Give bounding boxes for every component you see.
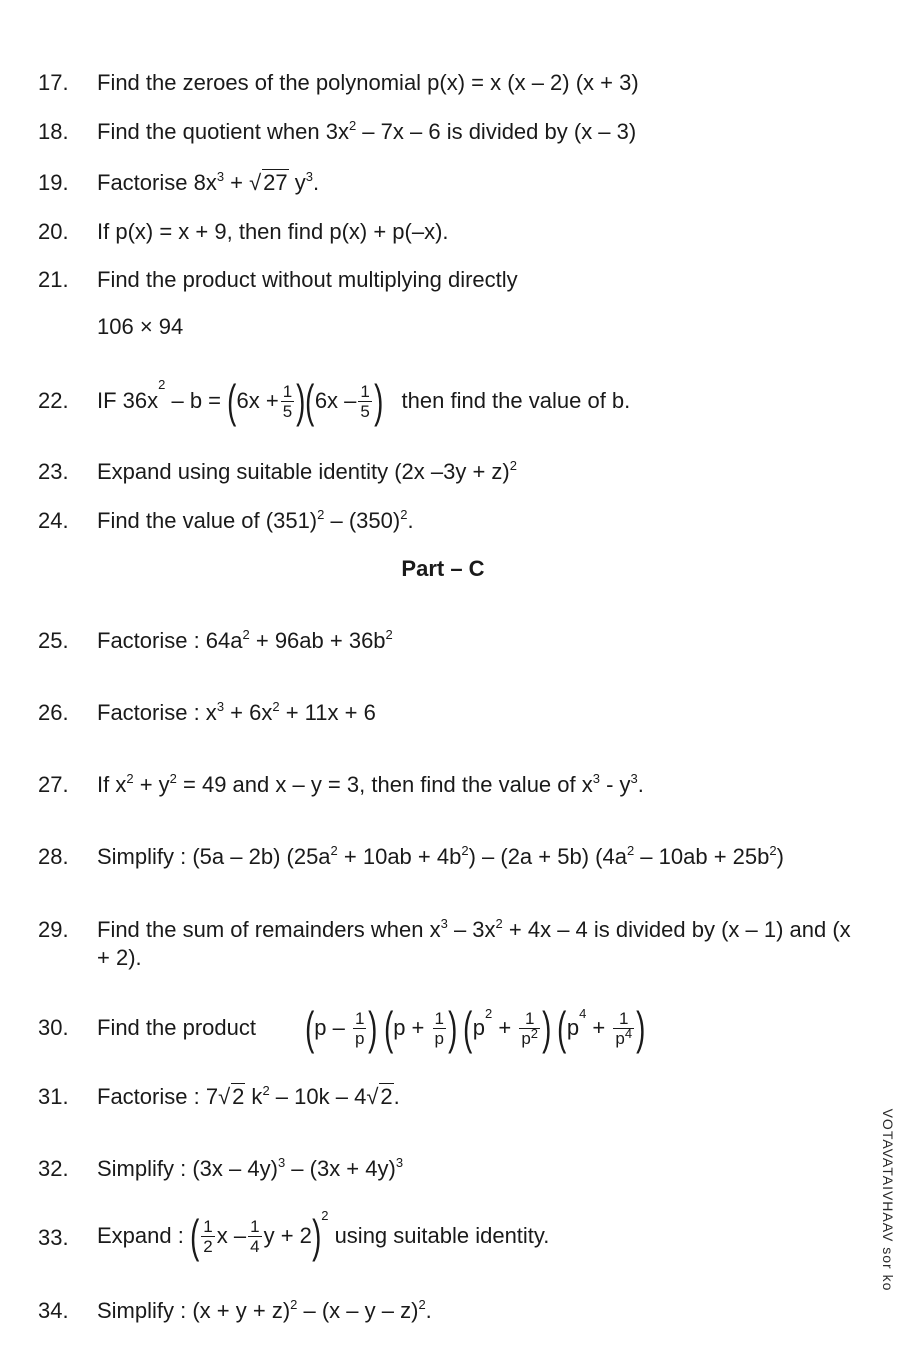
- question-text: If $x^2 + y^2 = 49$ and x – y = 3, then find the value of $x^3 - y^3$.: [97, 771, 644, 797]
- question-number: 27.: [38, 772, 69, 797]
- question-number: 33.: [38, 1225, 69, 1250]
- question-number: 21.: [38, 267, 69, 292]
- side-stamp: [868, 1110, 908, 1290]
- question-text: Find the product (p – $\frac{1}{p}$ ) (p + $\frac{1}{p}$ ) ($p^2$ + $\frac{1}{p^2}$ ) ($p^4$ + $\frac{1}{p^4}$ ): [97, 1002, 646, 1054]
- question-number: 24.: [38, 508, 69, 533]
- question-number: 22.: [38, 388, 69, 413]
- question-number: 20.: [38, 219, 69, 244]
- square-root: √ 2: [366, 1084, 393, 1109]
- question-text: Factorise : 7 √ 2 $k^2 - 10k - 4$ √ 2.: [97, 1083, 400, 1109]
- question-text: Find the sum of remainders when $x^3 - 3x^2 + 4x - 4$ is divided by (x – 1) and (x + 2).: [97, 916, 851, 970]
- question-text: Find the quotient when $3x^2 - 7x - 6$ is divided by (x – 3): [97, 118, 637, 144]
- question-number: 25.: [38, 628, 69, 653]
- question-text: Find the value of $(351)^2 - (350)^2$.: [97, 507, 414, 533]
- square-root: √ 27: [249, 170, 288, 195]
- question-number: 19.: [38, 170, 69, 195]
- question-number: 34.: [38, 1298, 69, 1323]
- question-number: 18.: [38, 119, 69, 144]
- question-number: 17.: [38, 70, 69, 95]
- question-number: 28.: [38, 844, 69, 869]
- question-number: 29.: [38, 917, 69, 942]
- question-33: [0, 1207, 900, 1263]
- question-text: Simplify : $(x + y + z)^2 - (x - y - z)^2$.: [97, 1297, 432, 1323]
- question-text: Simplify : (5a – 2b) $(25a^2 + 10ab + 4b^2) - (2a + 5b)$ $(4a^2 - 10ab + 25b^2)$: [97, 843, 784, 869]
- square-root: √ 2: [218, 1084, 245, 1109]
- question-number: 32.: [38, 1156, 69, 1181]
- question-text: 106 × 94: [97, 314, 184, 339]
- question-text: Factorise : $x^3 + 6x^2 + 11x + 6$: [97, 699, 376, 725]
- side-stamp-text: VOTAVATAIVHAAV sor ko: [880, 1108, 896, 1292]
- question-text: Simplify : $(3x - 4y)^3 - (3x + 4y)^3$: [97, 1155, 404, 1181]
- question-text: Factorise : $64a^2 + 96ab + 36b^2$: [97, 627, 393, 653]
- question-number: 31.: [38, 1084, 69, 1109]
- question-number: 30.: [38, 1015, 69, 1040]
- section-heading: Part – C: [401, 556, 485, 581]
- question-number: 23.: [38, 459, 69, 484]
- question-number: 26.: [38, 700, 69, 725]
- question-text: Factorise $8x^3$ + √ 27 $y^3$.: [97, 169, 320, 195]
- question-30: [0, 1002, 900, 1055]
- question-22: [0, 375, 900, 427]
- question-text: Find the zeroes of the polynomial p(x) = x (x – 2) (x + 3): [97, 70, 639, 95]
- question-text: Expand : ( $\frac{1}{2}$ x – $\frac{1}{4}$ y + 2)$^2$ using suitable identity.: [97, 1207, 550, 1262]
- question-text: If p(x) = x + 9, then find p(x) + p(–x).: [97, 219, 449, 244]
- question-text: Expand using suitable identity (2x –3y + z)$^2$: [97, 458, 517, 484]
- question-text: IF $36x^2 - b = (6x$ + $\frac{1}{5}$ )(6x – $\frac{1}{5}$ ) then find the value of b.: [97, 375, 631, 427]
- question-text: Find the product without multiplying directly: [97, 267, 518, 292]
